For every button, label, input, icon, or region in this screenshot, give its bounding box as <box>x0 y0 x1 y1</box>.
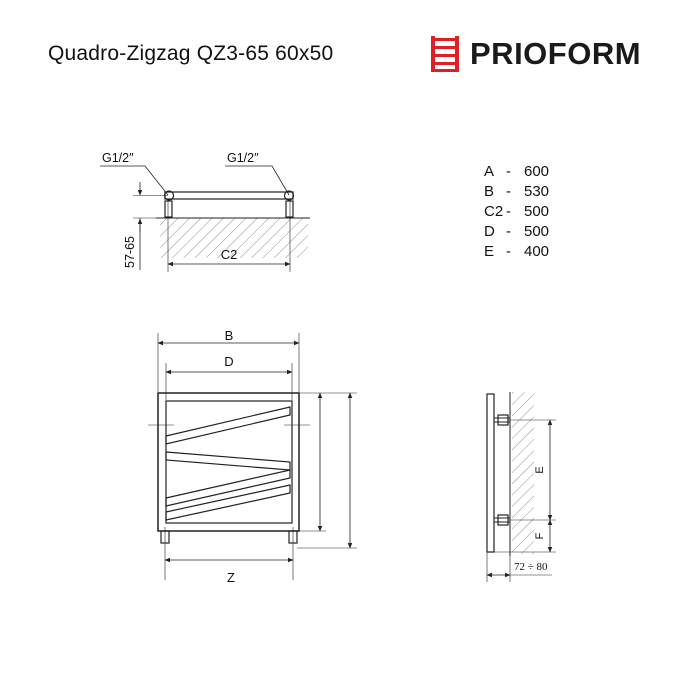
legend-dash: - <box>506 183 511 200</box>
b-label: B <box>224 328 234 343</box>
side-bracket-top <box>498 415 508 425</box>
c2-label: C2 <box>220 247 238 262</box>
product-title: Quadro-Zigzag QZ3-65 60x50 <box>48 42 334 65</box>
bracket-left <box>165 201 172 217</box>
legend-key: B <box>484 183 495 200</box>
legend-value: 400 <box>524 243 550 260</box>
legend-key: C2 <box>484 203 504 220</box>
f-label: F <box>534 532 546 540</box>
legend-key: D <box>484 223 495 240</box>
depth-label: 57-65 <box>123 236 137 268</box>
legend-value: 600 <box>524 163 550 180</box>
zigzag-tube-2 <box>166 452 290 470</box>
radiator-outer-frame <box>158 393 299 531</box>
legend-dash: - <box>506 163 511 180</box>
leader-left <box>100 166 168 195</box>
zigzag-tube-3 <box>166 470 290 506</box>
legend-value: 500 <box>524 223 550 240</box>
bracket-right <box>286 201 293 217</box>
legend-dash: - <box>506 223 511 240</box>
zigzag-tube-4 <box>166 485 290 520</box>
radiator-bar <box>165 192 293 199</box>
brand-name: PRIOFORM <box>470 36 642 71</box>
legend-value: 500 <box>524 203 550 220</box>
side-bracket-bottom <box>498 515 508 525</box>
side-wall-hatch <box>512 392 534 554</box>
legend-value: 530 <box>524 183 550 200</box>
e-label: E <box>534 466 546 474</box>
thread-label-right: G1/2″ <box>227 151 259 165</box>
side-depth-label: 72 ÷ 80 <box>514 561 548 573</box>
side-view <box>487 392 556 582</box>
legend-dash: - <box>506 203 511 220</box>
legend-key: A <box>484 163 495 180</box>
zigzag-tube-1 <box>166 407 290 444</box>
leader-right <box>225 166 289 195</box>
d-label: D <box>224 354 234 369</box>
z-label: Z <box>227 570 235 585</box>
legend-dash: - <box>506 243 511 260</box>
legend-key: E <box>484 243 495 260</box>
radiator-profile <box>487 394 494 552</box>
front-view <box>148 333 357 580</box>
thread-label-left: G1/2″ <box>102 151 134 165</box>
